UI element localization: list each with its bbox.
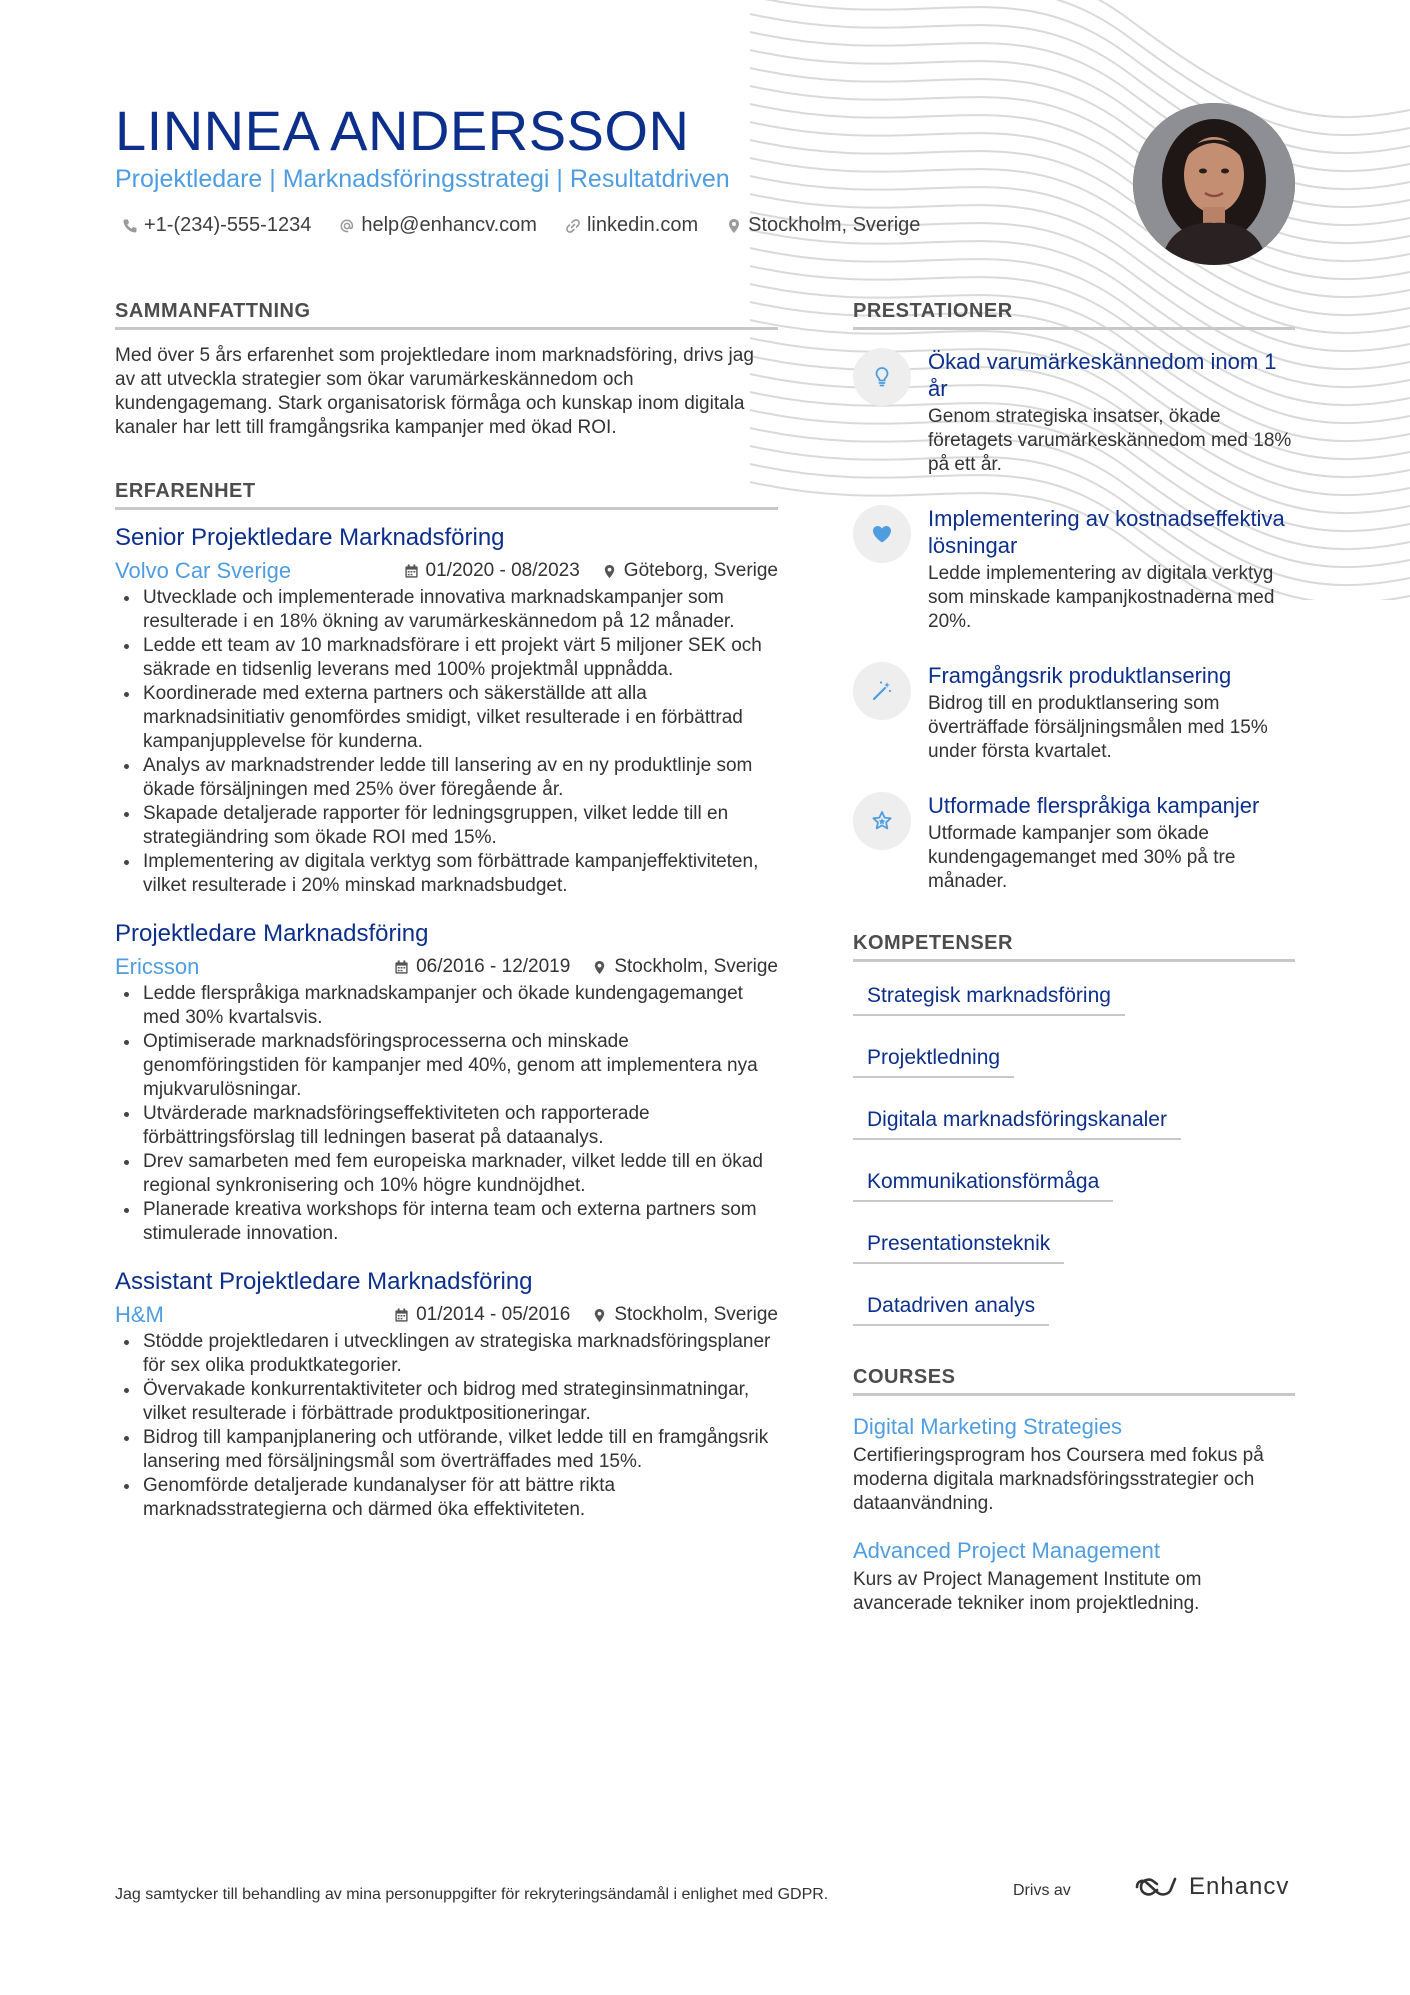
job-bullet: Ledde ett team av 10 marknadsförare i ett projekt värt 5 miljoner SEK och säkrade en tidsenlig leverans med 100% projektmål uppnådda. (115, 634, 778, 682)
map-pin-icon (592, 1308, 607, 1323)
contact-email-text: help@enhancv.com (361, 214, 537, 236)
lightbulb-icon (853, 348, 911, 406)
achievement-title: Utformade flerspråkiga kampanjer (928, 793, 1260, 818)
achievement-body (928, 505, 1295, 634)
course-item (853, 1538, 1295, 1616)
job-bullets (115, 1330, 778, 1522)
job-meta-right (394, 1304, 778, 1326)
experience-heading: ERFARENHET (115, 480, 778, 510)
achievement-body (928, 662, 1295, 764)
company-name: Volvo Car Sverige (115, 558, 292, 583)
job-dates-text: 01/2020 - 08/2023 (425, 560, 580, 581)
course-title: Advanced Project Management (853, 1538, 1160, 1563)
job-bullet: Implementering av digitala verktyg som förbättrade kampanjeffektiviteten, vilket resulterade i 20% minskad marknadsbudget. (115, 850, 778, 898)
magic-wand-icon (853, 662, 911, 720)
job-meta (115, 558, 778, 584)
job-meta (115, 954, 778, 980)
calendar-icon (404, 564, 419, 579)
job-location-text: Stockholm, Sverige (614, 956, 778, 977)
contact-linkedin[interactable] (565, 214, 698, 237)
achievement-list (853, 348, 1295, 894)
achievement-body (928, 348, 1295, 477)
job-entry (115, 1268, 778, 1522)
gdpr-consent-note: Jag samtycker till behandling av mina personuppgifter för rekryteringsändamål i enlighet med GDPR. (115, 1886, 829, 1903)
powered-by-label: Drivs av (1013, 1882, 1071, 1899)
skill-tag: Strategisk marknadsföring (853, 976, 1125, 1016)
job-bullet: Övervakade konkurrentaktiviteter och bidrog med strateginsinmatningar, vilket resulterade i förbättrade produktpositioneringar. (115, 1378, 778, 1426)
heart-icon (853, 505, 911, 563)
contact-email[interactable] (339, 214, 537, 237)
achievement-item (853, 792, 1295, 894)
at-icon (339, 218, 355, 234)
enhancv-brand-text: Enhancv (1189, 1873, 1290, 1900)
achievement-title: Implementering av kostnadseffektiva lösningar (928, 506, 1285, 558)
achievements-section (853, 300, 1295, 894)
enhancv-logo[interactable] (1133, 1873, 1289, 1901)
achievement-title: Ökad varumärkeskännedom inom 1 år (928, 349, 1277, 401)
company-name: H&M (115, 1302, 164, 1327)
avatar (1133, 103, 1295, 265)
job-meta (115, 1302, 778, 1328)
job-meta-right (394, 956, 778, 978)
right-column (853, 300, 1295, 1638)
job-bullet: Utvecklade och implementerade innovativa marknadskampanjer som resulterade i en 18% ökning av varumärkeskännedom på 12 månader. (115, 586, 778, 634)
job-bullet: Stödde projektledaren i utvecklingen av strategiska marknadsföringsplaner för sex olika produktkategorier. (115, 1330, 778, 1378)
course-description: Certifieringsprogram hos Coursera med fokus på moderna digitala marknadsföringsstrategier och dataanvändning. (853, 1445, 1264, 1514)
course-item (853, 1414, 1295, 1516)
achievement-item (853, 505, 1295, 634)
phone-icon (122, 218, 138, 234)
link-icon (565, 218, 581, 234)
achievement-item (853, 348, 1295, 477)
experience-section (115, 480, 778, 1522)
star-icon (853, 792, 911, 850)
job-location-text: Göteborg, Sverige (623, 560, 778, 581)
achievement-description: Ledde implementering av digitala verktyg som minskade kampanjkostnaderna med 20%. (928, 563, 1275, 632)
contact-phone-text: +1-(234)-555-1234 (144, 214, 312, 236)
summary-text: Med över 5 års erfarenhet som projektledare inom marknadsföring, drivs jag av att utveckla strategier som ökar varumärkeskännedom och kundengagemang. Stark organisatorisk förmåga och kunskap inom digitala kanaler har lett till framgångsrika kampanjer med ökad ROI. (115, 345, 754, 438)
job-bullet: Drev samarbeten med fem europeiska marknader, vilket ledde till en ökad regional synkronisering och 10% högre kundnöjdhet. (115, 1150, 778, 1198)
job-list (115, 524, 778, 1522)
achievement-description: Bidrog till en produktlansering som överträffade försäljningsmålen med 15% under första kvartalet. (928, 693, 1268, 762)
job-bullet: Skapade detaljerade rapporter för ledningsgruppen, vilket ledde till en strategiändring som ökade ROI med 15%. (115, 802, 778, 850)
skill-tag: Presentationsteknik (853, 1224, 1064, 1264)
job-bullet: Ledde flerspråkiga marknadskampanjer och ökade kundengagemanget med 30% kvartalsvis. (115, 982, 778, 1030)
skill-tag: Kommunikationsförmåga (853, 1162, 1113, 1202)
map-pin-icon (592, 960, 607, 975)
job-bullet: Optimiserade marknadsföringsprocesserna och minskade genomföringstiden för kampanjer med 40%, genom att implementera nya mjukvarulösningar. (115, 1030, 778, 1102)
job-location (592, 956, 778, 978)
candidate-tagline: Projektledare | Marknadsföringsstrategi | Resultatdriven (115, 165, 730, 193)
job-dates-text: 01/2014 - 05/2016 (416, 1304, 571, 1325)
map-pin-icon (726, 218, 742, 234)
contact-location-text: Stockholm, Sverige (748, 214, 921, 236)
calendar-icon (394, 1308, 409, 1323)
skill-list (853, 976, 1295, 1326)
skill-tag: Datadriven analys (853, 1286, 1049, 1326)
job-bullet: Utvärderade marknadsföringseffektiviteten och rapporterade förbättringsförslag till ledningen baserat på dataanalys. (115, 1102, 778, 1150)
course-description: Kurs av Project Management Institute om avancerade tekniker inom projektledning. (853, 1569, 1202, 1614)
job-location (592, 1304, 778, 1326)
left-column (115, 300, 778, 1544)
job-bullet: Planerade kreativa workshops för interna team och externa partners som stimulerade innovation. (115, 1198, 778, 1246)
courses-section (853, 1366, 1295, 1616)
candidate-name: LINNEA ANDERSSON (115, 99, 690, 162)
enhancv-infinity-icon (1133, 1875, 1179, 1899)
summary-section (115, 300, 778, 440)
job-title: Senior Projektledare Marknadsföring (115, 524, 505, 551)
calendar-icon (394, 960, 409, 975)
contact-phone[interactable] (122, 214, 311, 237)
job-dates (394, 956, 570, 978)
contact-linkedin-text: linkedin.com (586, 214, 699, 236)
achievement-item (853, 662, 1295, 764)
contact-location (726, 214, 920, 237)
summary-heading: SAMMANFATTNING (115, 300, 778, 330)
job-meta-right (404, 560, 778, 582)
achievements-heading: PRESTATIONER (853, 300, 1295, 330)
job-bullet: Analys av marknadstrender ledde till lansering av en ny produktlinje som ökade försäljningen med 25% över föregående år. (115, 754, 778, 802)
course-list (853, 1414, 1295, 1616)
job-title: Projektledare Marknadsföring (115, 920, 429, 947)
job-entry (115, 524, 778, 898)
job-bullet: Genomförde detaljerade kundanalyser för att bättre rikta marknadsstrategierna och därmed öka effektiviteten. (115, 1474, 778, 1522)
company-name: Ericsson (115, 954, 200, 979)
map-pin-icon (602, 564, 617, 579)
job-bullets (115, 586, 778, 898)
achievement-title: Framgångsrik produktlansering (928, 663, 1232, 688)
portrait-illustration (1133, 103, 1295, 265)
job-dates (404, 560, 580, 582)
job-location (602, 560, 778, 582)
job-dates-text: 06/2016 - 12/2019 (416, 956, 571, 977)
job-bullet: Koordinerade med externa partners och säkerställde att alla marknadsinitiativ genomfördes smidigt, vilket resulterade i en förbättrad kampanjupplevelse för kunderna. (115, 682, 778, 754)
contact-row (122, 214, 920, 237)
achievement-description: Utformade kampanjer som ökade kundengagemanget med 30% på tre månader. (928, 823, 1236, 892)
job-dates (394, 1304, 570, 1326)
job-title: Assistant Projektledare Marknadsföring (115, 1268, 533, 1295)
job-bullet: Bidrog till kampanjplanering och utförande, vilket ledde till en framgångsrik lansering med försäljningsmål som överträffades med 15%. (115, 1426, 778, 1474)
job-bullets (115, 982, 778, 1246)
courses-heading: COURSES (853, 1366, 1295, 1396)
skill-tag: Digitala marknadsföringskanaler (853, 1100, 1181, 1140)
skill-tag: Projektledning (853, 1038, 1014, 1078)
skills-section (853, 932, 1295, 1326)
job-location-text: Stockholm, Sverige (614, 1304, 778, 1325)
job-entry (115, 920, 778, 1246)
skills-heading: KOMPETENSER (853, 932, 1295, 962)
achievement-description: Genom strategiska insatser, ökade företagets varumärkeskännedom med 18% på ett år. (928, 406, 1292, 475)
course-title: Digital Marketing Strategies (853, 1414, 1123, 1439)
achievement-body (928, 792, 1295, 894)
